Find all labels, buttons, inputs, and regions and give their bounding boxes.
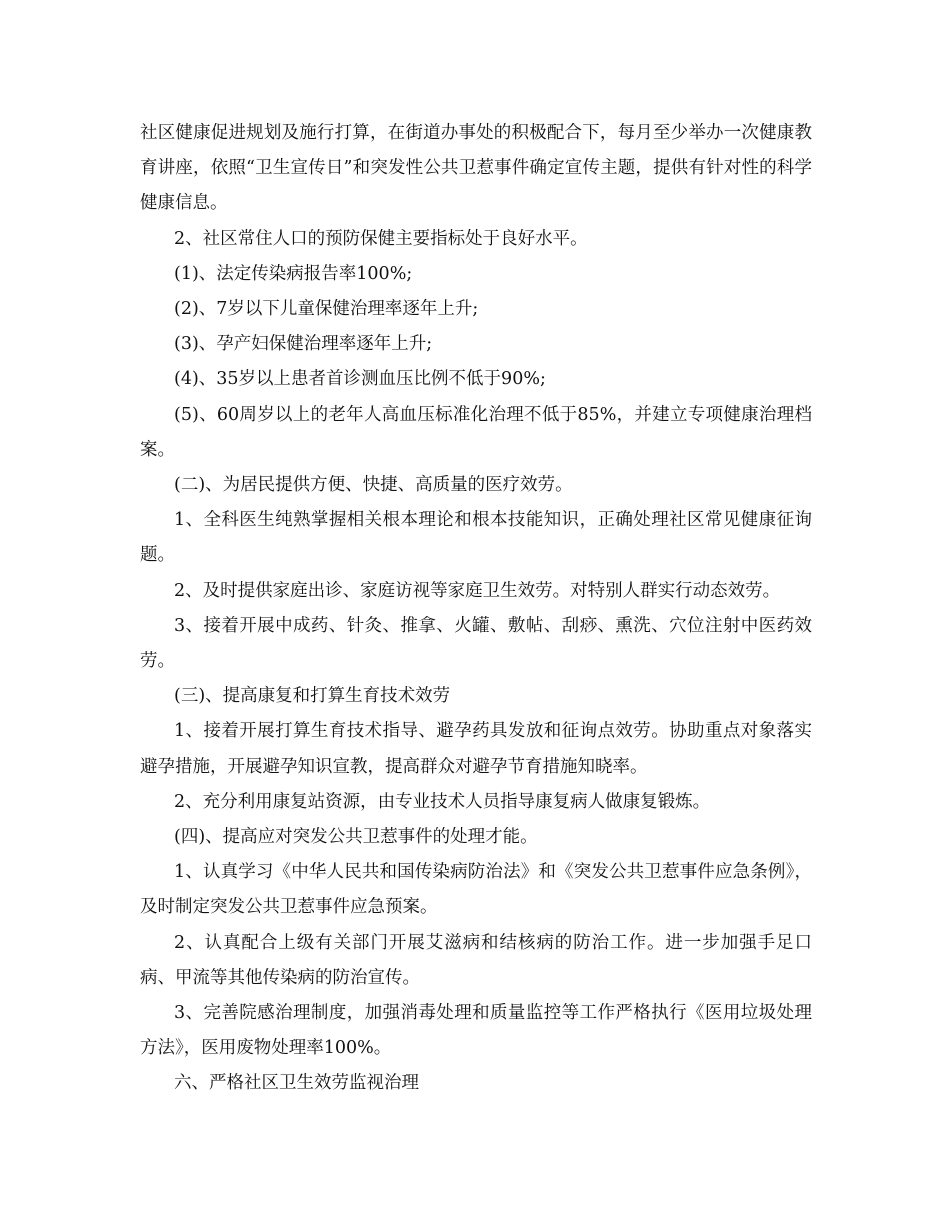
paragraph-11: 3、接着开展中成药、针灸、推拿、火罐、敷帖、刮痧、熏洗、穴位注射中医药效劳。 [140, 615, 812, 672]
paragraph-6: (4)、35岁以上患者首诊测血压比例不低于90%; [174, 369, 546, 390]
paragraph-13: 1、接着开展打算生育技术指导、避孕药具发放和征询点效劳。协助重点对象落实避孕措施，开展避孕知识宣教，提高群众对避孕节育措施知晓率。 [140, 721, 812, 777]
section-heading-2: (二)、为居民提供方便、快捷、高质量的医疗效劳。 [174, 475, 573, 496]
paragraph-10: 2、及时提供家庭出诊、家庭访视等家庭卫生效劳。对特别人群实行动态效劳。 [174, 580, 781, 601]
section-heading-6: 六、严格社区卫生效劳监视治理 [174, 1073, 419, 1094]
paragraph-1: 社区健康促进规划及施行打算，在街道办事处的积极配合下，每月至少举办一次健康教育讲座，依照“卫生宣传日”和突发性公共卫惹事件确定宣传主题，提供有针对性的科学健康信息。 [140, 123, 812, 214]
paragraph-14: 2、充分利用康复站资源，由专业技术人员指导康复病人做康复锻炼。 [174, 791, 711, 812]
paragraph-4: (2)、7岁以下儿童保健治理率逐年上升; [174, 299, 479, 320]
paragraph-18: 3、完善院感治理制度，加强消毒处理和质量监控等工作严格执行《医用垃圾处理方法》，医用废物处理率100%。 [140, 1003, 812, 1059]
paragraph-2: 2、社区常住人口的预防保健主要指标处于良好水平。 [174, 228, 588, 249]
paragraph-17: 2、认真配合上级有关部门开展艾滋病和结核病的防治工作。进一步加强手足口病、甲流等其他传染病的防治宣传。 [140, 932, 812, 988]
document-body [140, 116, 812, 1102]
section-heading-3: (三)、提高康复和打算生育技术效劳 [174, 686, 451, 707]
paragraph-9: 1、全科医生纯熟掌握相关根本理论和根本技能知识，正确处理社区常见健康征询题。 [140, 510, 812, 566]
paragraph-16: 1、认真学习《中华人民共和国传染病防治法》和《突发公共卫惹事件应急条例》，及时制定突发公共卫惹事件应急预案。 [140, 862, 812, 918]
paragraph-7: (5)、60周岁以上的老年人高血压标准化治理不低于85%，并建立专项健康治理档案。 [140, 404, 812, 460]
paragraph-3: (1)、法定传染病报告率100%; [174, 263, 413, 284]
section-heading-4: (四)、提高应对突发公共卫惹事件的处理才能。 [174, 827, 538, 848]
paragraph-5: (3)、孕产妇保健治理率逐年上升; [174, 334, 433, 355]
